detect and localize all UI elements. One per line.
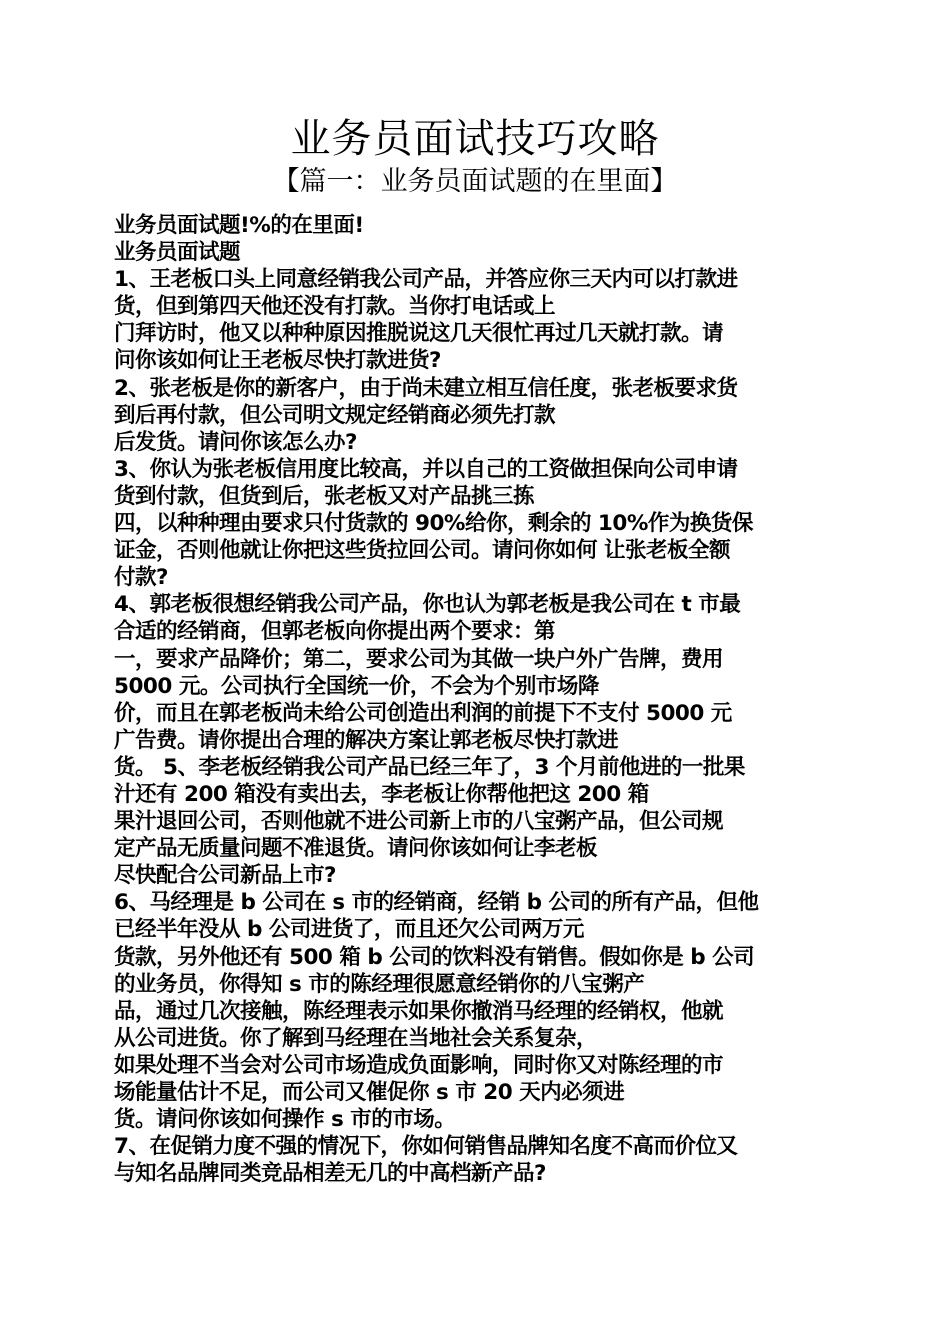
text-line: 品，通过几次接触，陈经理表示如果你撤消马经理的经销权，他就 (114, 998, 724, 1024)
text-line: 7、在促销力度不强的情况下，你如何销售品牌知名度不高而价位又 (114, 1134, 738, 1160)
text-line: 从公司进货。你了解到马经理在当地社会关系复杂， (114, 1025, 598, 1051)
text-line: 场能量估计不足，而公司又催促你 s 市 20 天内必须进 (114, 1080, 625, 1105)
text-line: 5000 元。公司执行全国统一价，不会为个别市场降 (114, 673, 599, 699)
text-line: 证金，否则他就让你把这些货拉回公司。请问你如何 让张老板全额 (114, 538, 730, 564)
text-line: 问你该如何让王老板尽快打款进货? (114, 348, 441, 374)
text-line: 尽快配合公司新品上市? (114, 863, 336, 889)
text-line: 6、马经理是 b 公司在 s 市的经销商，经销 b 公司的所有产品，但他 (114, 890, 759, 916)
text-line: 门拜访时，他又以种种原因推脱说这几天很忙再过几天就打款。请 (114, 321, 724, 347)
document-subtitle: 【篇一：业务员面试题的在里面】 (272, 166, 678, 197)
text-line: 汁还有 200 箱没有卖出去，李老板让你帮他把这 200 箱 (114, 781, 649, 807)
text-line: 果汁退回公司，否则他就不进公司新上市的八宝粥产品，但公司规 (114, 809, 724, 835)
text-line: 后发货。请问你该怎么办? (114, 429, 357, 455)
text-line: 的业务员，你得知 s 市的陈经理很愿意经销你的八宝粥产 (114, 971, 645, 997)
text-line: 业务员面试题!%的在里面! (114, 213, 364, 238)
text-line: 如果处理不当会对公司市场造成负面影响，同时你又对陈经理的市 (114, 1052, 724, 1078)
text-line: 一，要求产品降价；第二，要求公司为其做一块户外广告牌，费用 (114, 646, 724, 672)
text-line: 4、郭老板很想经销我公司产品，你也认为郭老板是我公司在 t 市最 (114, 592, 741, 618)
text-line: 四，以种种理由要求只付货款的 90%给你，剩余的 10%作为换货保 (114, 511, 753, 537)
text-line: 到后再付款，但公司明文规定经销商必须先打款 (114, 402, 556, 428)
text-line: 货，但到第四天他还没有打款。当你打电话或上 (114, 294, 556, 320)
text-line: 1、王老板口头上同意经销我公司产品，并答应你三天内可以打款进 (114, 267, 738, 293)
text-line: 合适的经销商，但郭老板向你提出两个要求：第 (114, 619, 556, 645)
text-line: 2、张老板是你的新客户，由于尚未建立相互信任度，张老板要求货 (114, 375, 738, 401)
text-line: 与知名品牌同类竞品相差无几的中高档新产品? (114, 1161, 546, 1187)
text-line: 定产品无质量问题不准退货。请问你该如何让李老板 (114, 836, 598, 862)
text-line: 3、你认为张老板信用度比较高，并以自己的工资做担保向公司申请 (114, 456, 738, 482)
text-line: 货。 5、李老板经销我公司产品已经三年了，3 个月前他进的一批果 (114, 754, 745, 780)
text-line: 业务员面试题 (114, 240, 241, 266)
text-line: 货。请问你该如何操作 s 市的市场。 (114, 1107, 456, 1133)
text-line: 价，而且在郭老板尚未给公司创造出利润的前提下不支付 5000 元 (114, 700, 732, 726)
document-body (114, 212, 836, 1187)
text-line: 货款，另外他还有 500 箱 b 公司的饮料没有销售。假如你是 b 公司 (114, 944, 755, 970)
document-title: 业务员面试技巧攻略 (290, 116, 660, 162)
text-line: 已经半年没从 b 公司进货了，而且还欠公司两万元 (114, 917, 584, 943)
text-line: 货到付款，但货到后，张老板又对产品挑三拣 (114, 483, 535, 509)
text-line: 付款? (114, 565, 168, 591)
text-line: 广告费。请你提出合理的解决方案让郭老板尽快打款进 (114, 727, 619, 753)
